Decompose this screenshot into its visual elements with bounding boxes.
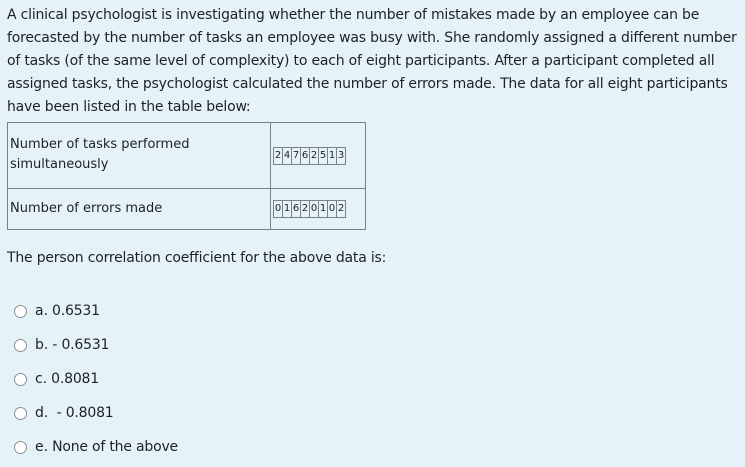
question-text-container bbox=[7, 4, 737, 119]
value-cell: 4 bbox=[283, 147, 292, 165]
option-text: None of the above bbox=[52, 439, 178, 455]
option-letter: d. bbox=[35, 405, 49, 421]
option-c[interactable] bbox=[14, 362, 178, 396]
option-b[interactable] bbox=[14, 328, 178, 362]
row-values-tasks bbox=[271, 123, 366, 189]
table-row-errors bbox=[8, 189, 366, 230]
row-label-tasks: Number of tasks performed simultaneously bbox=[8, 123, 271, 189]
option-letter: e. bbox=[35, 439, 49, 455]
value-cell: 6 bbox=[301, 147, 310, 165]
option-letter: a. bbox=[35, 303, 49, 319]
option-e[interactable] bbox=[14, 430, 178, 464]
answer-prompt: The person correlation coefficient for the above data is: bbox=[7, 250, 387, 266]
value-cell: 5 bbox=[319, 147, 328, 165]
radio-button-icon[interactable] bbox=[14, 373, 27, 386]
value-cell: 1 bbox=[328, 147, 337, 165]
value-cell: 3 bbox=[337, 147, 346, 165]
value-cell: 2 bbox=[273, 147, 283, 165]
value-cell: 0 bbox=[310, 200, 319, 218]
radio-button-icon[interactable] bbox=[14, 305, 27, 318]
radio-button-icon[interactable] bbox=[14, 441, 27, 454]
value-cell: 1 bbox=[319, 200, 328, 218]
value-cell: 1 bbox=[283, 200, 292, 218]
radio-button-icon[interactable] bbox=[14, 339, 27, 352]
option-letter: b. bbox=[35, 337, 49, 353]
data-table bbox=[7, 122, 366, 230]
row-values-errors bbox=[271, 189, 366, 230]
option-text: - 0.8081 bbox=[52, 405, 114, 421]
option-d[interactable] bbox=[14, 396, 178, 430]
question-text: A clinical psychologist is investigating whether the number of mistakes made by an employee can be forecasted by the number of tasks an employee was busy with. She randomly assigned a different number of tasks (of the same level of complexity) to each of eight participants. After a participant completed all assigned tasks, the psychologist calculated the number of errors made. The data for all eight participants have been listed in the table below: bbox=[7, 7, 737, 115]
answer-options bbox=[14, 294, 178, 464]
table-row-tasks bbox=[8, 123, 366, 189]
option-text: - 0.6531 bbox=[52, 337, 110, 353]
option-a[interactable] bbox=[14, 294, 178, 328]
value-cell: 0 bbox=[273, 200, 283, 218]
option-letter: c. bbox=[35, 371, 48, 387]
value-cell: 7 bbox=[292, 147, 301, 165]
row-label-errors: Number of errors made bbox=[8, 189, 271, 230]
value-cell: 2 bbox=[337, 200, 346, 218]
option-text: 0.8081 bbox=[51, 371, 99, 387]
radio-button-icon[interactable] bbox=[14, 407, 27, 420]
value-cell: 6 bbox=[292, 200, 301, 218]
value-cell: 2 bbox=[310, 147, 319, 165]
value-cell: 0 bbox=[328, 200, 337, 218]
option-text: 0.6531 bbox=[52, 303, 100, 319]
value-cell: 2 bbox=[301, 200, 310, 218]
